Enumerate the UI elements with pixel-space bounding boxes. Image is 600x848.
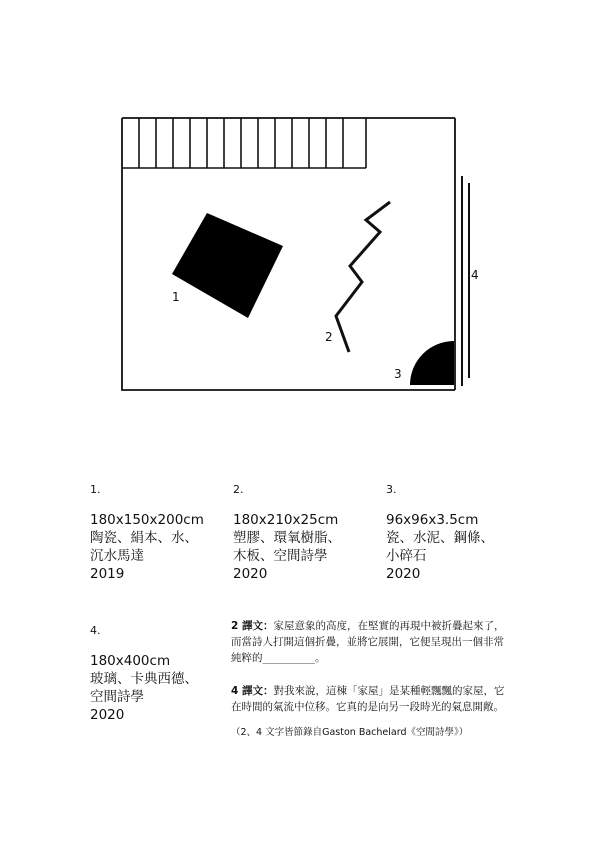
- plan-label-4: 4: [471, 268, 479, 282]
- room-wall: [122, 118, 455, 390]
- quote-2: [231, 618, 521, 666]
- work-number: 1.: [90, 483, 101, 496]
- work-3-quarter-circle: [410, 341, 454, 385]
- work-year: 2020: [90, 707, 125, 723]
- quote-text: 而當詩人打開這個折疊，並將它展開，它便呈現出一個非常: [231, 636, 504, 648]
- work-number: 4.: [90, 624, 101, 637]
- plan-label-1: 1: [172, 290, 180, 304]
- work-materials: 沉水馬達: [90, 548, 144, 564]
- work-materials: 瓷、水泥、鋼條、: [386, 530, 494, 546]
- work-size: 96x96x3.5cm: [386, 512, 479, 528]
- work-year: 2019: [90, 566, 125, 582]
- work-caption-3: [386, 481, 494, 583]
- quote-text: 對我來說，這棟「家屋」是某種輕飄飄的家屋，它: [273, 685, 505, 697]
- plan-label-2: 2: [325, 330, 333, 344]
- work-materials: 陶瓷、絹本、水、: [90, 530, 198, 546]
- work-materials: 玻璃、卡典西德、: [90, 671, 198, 687]
- work-year: 2020: [386, 566, 421, 582]
- work-year: 2020: [233, 566, 268, 582]
- work-size: 180x210x25cm: [233, 512, 339, 528]
- work-caption-2: [233, 481, 341, 583]
- quote-label: 2 譯文：: [231, 620, 274, 632]
- staircase: [122, 118, 366, 168]
- plan-label-3: 3: [394, 367, 402, 381]
- work-caption-4: [90, 622, 198, 724]
- work-2-zigzag: [336, 202, 390, 352]
- work-number: 2.: [233, 483, 244, 496]
- work-caption-1: [90, 481, 204, 583]
- quote-4: [231, 683, 521, 715]
- work-1-square: [172, 213, 283, 318]
- quote-label: 4 譯文：: [231, 685, 274, 697]
- quote-text: 家屋意象的高度，在堅實的再現中被折疊起來了，: [273, 620, 505, 632]
- work-materials: 塑膠、環氧樹脂、: [233, 530, 341, 546]
- work-number: 3.: [386, 483, 397, 496]
- quote-text: 純粹的__________。: [231, 652, 326, 664]
- work-materials: 小碎石: [386, 548, 427, 564]
- work-materials: 空間詩學: [90, 689, 144, 705]
- source-note: （2、4 文字皆節錄自Gaston Bachelard《空間詩學》）: [231, 727, 469, 738]
- quote-text: 在時間的氣流中位移。它真的是向另一段時光的氣息開敞。: [231, 701, 504, 713]
- work-size: 180x150x200cm: [90, 512, 204, 528]
- work-materials: 木板、空間詩學: [233, 548, 328, 564]
- work-size: 180x400cm: [90, 653, 171, 669]
